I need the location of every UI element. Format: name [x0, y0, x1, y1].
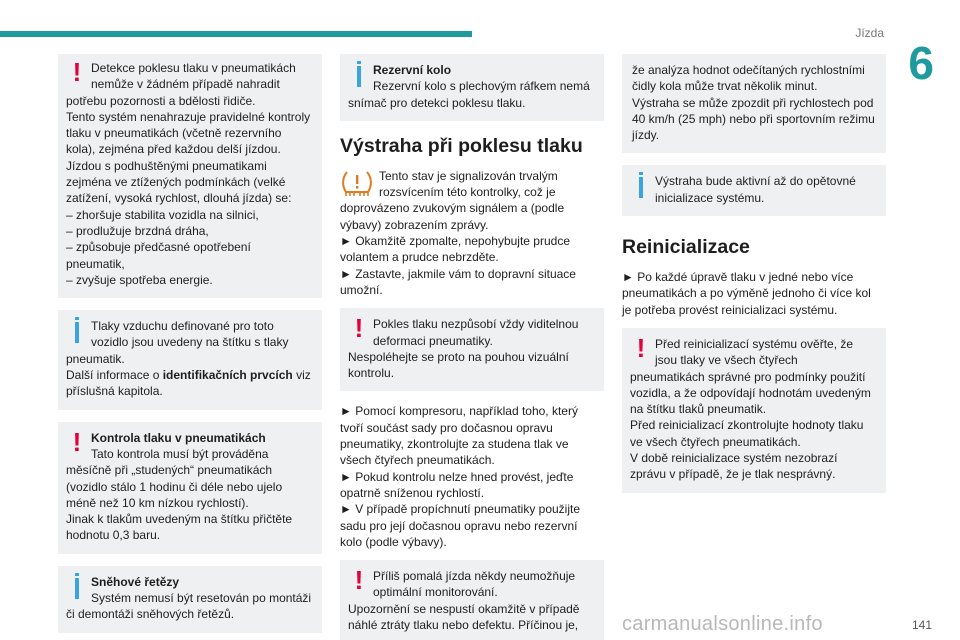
section-title: Jízda [855, 26, 884, 40]
warning-box-before-reinit [622, 328, 886, 493]
info-box-warning-active [622, 165, 886, 216]
section-heading-reinitialization: Reinicializace [622, 236, 750, 259]
chapter-number: 6 [908, 37, 934, 89]
box-text: Pokles tlaku nezpůsobí vždy viditelnou deformaci pneumatiky. Nespoléhejte se proto na pouhou vizuální kontrolu. [348, 317, 579, 381]
reinit-description: ► Po každé úpravě tlaku v jedné nebo více pneumatikách a po výměně jednoho či více kol je potřeba provést reinicializaci systému. [622, 270, 871, 317]
warning-box-tpms-limitations [58, 54, 322, 298]
box-text: Výstraha bude aktivní až do opětovné inicializace systému. [655, 174, 856, 205]
warning-box-slow-driving [340, 560, 604, 640]
section-heading-pressure-warning: Výstraha při poklesu tlaku [340, 134, 583, 157]
box-text: Rezervní kolo Rezervní kolo s plechovým ráfkem nemá snímač pro detekci poklesu tlaku. [348, 62, 595, 111]
procedure-steps: ► Pomocí kompresoru, například toho, který tvoří součást sady pro dočasnou opravu pneumatiky, zkontrolujte za studena tlak ve všech čtyřech pneumatikách. ► Pokud kontrolu nelze hned provést, jeďte opatrně sníženou rychlostí. ► V případě propíchnutí pneumatiky použijte sadu pro její dočasnou opravu nebo rezervní kolo (podle výbavy). [340, 404, 581, 549]
warning-box-pressure-check [58, 422, 322, 554]
watermark: carmanualsonline.info [622, 613, 823, 635]
info-box-snow-chains [58, 566, 322, 633]
info-box-pressure-label [58, 310, 322, 409]
info-icon [630, 173, 652, 199]
box-text: Tlaky vzduchu definované pro toto vozidlo jsou uvedeny na štítku s tlaky pneumatik. Další informace o identifikačních prvcích viz příslušná kapitola. [66, 319, 311, 399]
tire-pressure-warning-icon [340, 168, 374, 198]
box-text: Příliš pomalá jízda někdy neumožňuje optimální monitorování. Upozornění se nespustí okamžitě v případě náhlé ztráty tlaku nebo defektu. Příčinou je, [348, 569, 580, 633]
column-3 [622, 54, 886, 505]
box-text: Kontrola tlaku v pneumatikách Tato kontrola musí být prováděna měsíčně při „studených“ pneumatikách (vozidlo stálo 1 hodinu či déle nebo ujelo méně než 10 km nízkou rychlostí). Jinak k tlakům uvedeným na štítku přičtěte hodnotu 0,3 baru. [66, 430, 313, 544]
box-title: Rezervní kolo [373, 63, 452, 77]
exclamation-icon: ! [636, 332, 646, 363]
exclamation-icon: ! [72, 426, 82, 457]
header-accent-bar [0, 31, 472, 37]
box-text: Detekce poklesu tlaku v pneumatikách nemůže v žádném případě nahradit potřebu pozornosti a bdělosti řidiče. Tento systém nenahrazuje pravidelné kontroly tlaku v pneumatikách (včetně rezervního kola), zejména před každou delší jízdou. Jízdou s podhuštěnými pneumatikami zejména ve ztížených podmínkách (velké zatížení, vysoká rychlost, dlouhá jízda) se: – zhoršuje stabilita vozidla na silnici, – prodlužuje brzdná dráha, – způsobuje předčasné opotřebení pneumatik, – zvyšuje spotřeba energie. [66, 61, 311, 287]
info-icon [348, 62, 370, 88]
box-title: Kontrola tlaku v pneumatikách [91, 430, 266, 445]
box-text: Sněhové řetězy Systém nemusí být resetován po montáži či demontáži sněhových řetězů. [66, 574, 312, 622]
exclamation-icon: ! [354, 565, 364, 596]
box-title: Sněhové řetězy [91, 574, 180, 589]
info-icon [66, 318, 88, 344]
page-number: 141 [911, 618, 932, 632]
box-text: Před reinicializací systému ověřte, že jsou tlaky ve všech čtyřech pneumatikách správné pro podmínky použití vozidla, a že odpovídají hodnotám uvedeným na štítku tlaků pneumatik. Před reinicializací zkontrolujte hodnoty tlaku ve všech čtyřech pneumatikách. V době reinicializace systém nezobrazí zprávu v případě, že je tlak nesprávný. [630, 336, 871, 482]
info-icon [66, 574, 88, 600]
exclamation-icon: ! [354, 313, 364, 344]
column-2 [340, 54, 604, 640]
column-1 [58, 54, 322, 640]
exclamation-icon: ! [72, 57, 82, 87]
warning-box-deformation [340, 308, 604, 391]
continued-box-analysis: že analýza hodnot odečítaných rychlostními čidly kola může trvat několik minut. Výstraha se může zpozdit při rychlostech pod 40 km/h (25 mph) nebo při sportovním režimu jízdy. [622, 54, 886, 153]
identification-link-text: identifikačních prvcích [162, 368, 293, 383]
info-box-spare-wheel [340, 54, 604, 121]
warning-description: Tento stav je signalizován trvalým rozsvícením této kontrolky, což je doprovázeno zvukovým signálem a (podle výbavy) zobrazením zprávy. ► Okamžitě zpomalte, nepohybujte prudce volantem a prudce nebrzděte. ► Zastavte, jakmile vám to dopravní situace umožní. [340, 168, 576, 297]
